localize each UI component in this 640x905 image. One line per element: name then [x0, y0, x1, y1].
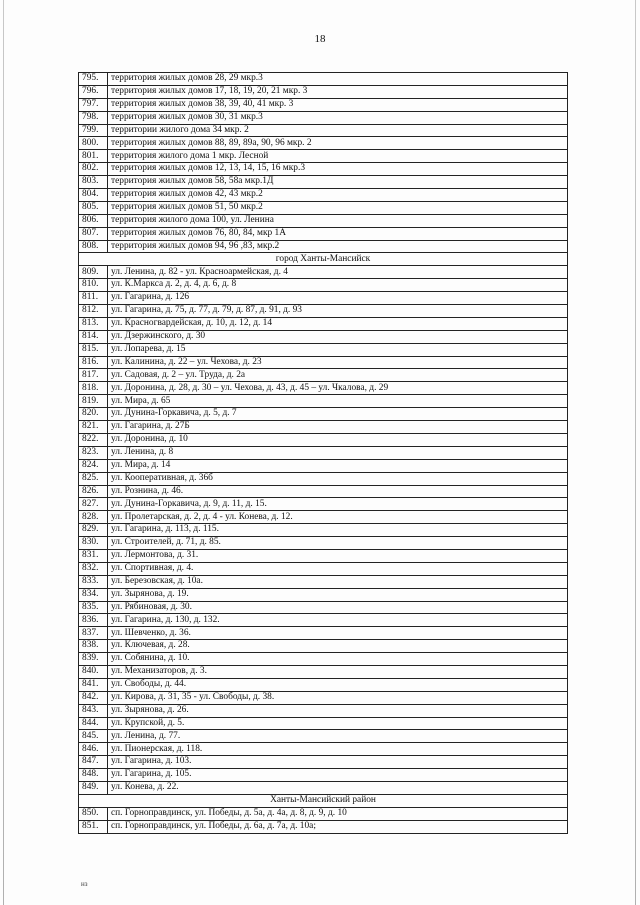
page-number: 18 [314, 33, 326, 45]
row-address: ул. Гагарина, д. 113, д. 115. [108, 524, 568, 537]
row-number: 805. [79, 201, 108, 214]
table-row [79, 85, 568, 98]
table-row [79, 369, 568, 382]
row-address: ул. Гагарина, д. 126 [108, 292, 568, 305]
table-row [79, 240, 568, 253]
row-address: территория жилых домов 28, 29 мкр.3 [108, 73, 568, 86]
table-row [79, 176, 568, 189]
table-row [79, 408, 568, 421]
row-address: территория жилых домов 38, 39, 40, 41 мкр. 3 [108, 98, 568, 111]
row-number: 850. [79, 807, 108, 820]
table-row [79, 820, 568, 833]
row-number: 812. [79, 305, 108, 318]
row-address: территория жилых домов 88, 89, 89а, 90, 96 мкр. 2 [108, 137, 568, 150]
table-row [79, 769, 568, 782]
table-row [79, 395, 568, 408]
table-row [79, 511, 568, 524]
row-number: 796. [79, 85, 108, 98]
row-number: 841. [79, 678, 108, 691]
table-row [79, 575, 568, 588]
row-number: 797. [79, 98, 108, 111]
row-number: 832. [79, 562, 108, 575]
row-number: 802. [79, 163, 108, 176]
row-address: ул. Дунина-Горкавича, д. 5, д. 7 [108, 408, 568, 421]
row-number: 817. [79, 369, 108, 382]
row-address: ул. Ключевая, д. 28. [108, 640, 568, 653]
address-table-body [79, 73, 568, 834]
table-row [79, 433, 568, 446]
row-number: 820. [79, 408, 108, 421]
footer-mark: нз [81, 880, 88, 888]
row-number: 800. [79, 137, 108, 150]
row-address: ул. Ленина, д. 8 [108, 446, 568, 459]
row-address: ул. Зырянова, д. 19. [108, 588, 568, 601]
table-row [79, 665, 568, 678]
row-address: ул. Доронина, д. 10 [108, 433, 568, 446]
table-row [79, 691, 568, 704]
scan-edge-left [3, 0, 4, 905]
table-row [79, 756, 568, 769]
row-number: 795. [79, 73, 108, 86]
row-address: территория жилых домов 76, 80, 84, мкр 1А [108, 227, 568, 240]
row-address: ул. Гагарина, д. 103. [108, 756, 568, 769]
section-header: Ханты-Мансийский район [79, 794, 568, 807]
table-row [79, 227, 568, 240]
table-row [79, 717, 568, 730]
table-row [79, 614, 568, 627]
row-address: ул. Кооперативная, д. 36б [108, 472, 568, 485]
row-number: 813. [79, 317, 108, 330]
row-number: 827. [79, 498, 108, 511]
table-row [79, 446, 568, 459]
row-number: 825. [79, 472, 108, 485]
row-address: ул. Ленина, д. 82 - ул. Красноармейская, д. 4 [108, 266, 568, 279]
row-address: ул. Пролетарская, д. 2, д. 4 - ул. Конева, д. 12. [108, 511, 568, 524]
table-row [79, 640, 568, 653]
row-address: территории жилого дома 34 мкр. 2 [108, 124, 568, 137]
row-number: 799. [79, 124, 108, 137]
table-row [79, 343, 568, 356]
row-address: территория жилых домов 42, 43 мкр.2 [108, 189, 568, 202]
table-row [79, 627, 568, 640]
row-number: 848. [79, 769, 108, 782]
table-row [79, 163, 568, 176]
row-address: ул. Зырянова, д. 26. [108, 704, 568, 717]
row-number: 840. [79, 665, 108, 678]
table-row [79, 189, 568, 202]
row-number: 830. [79, 537, 108, 550]
row-number: 809. [79, 266, 108, 279]
table-row [79, 98, 568, 111]
table-row [79, 201, 568, 214]
row-number: 851. [79, 820, 108, 833]
table-row [79, 150, 568, 163]
row-address: территория жилых домов 94, 96 ,83, мкр.2 [108, 240, 568, 253]
table-row [79, 653, 568, 666]
row-number: 834. [79, 588, 108, 601]
section-header-row [79, 253, 568, 266]
section-header-row [79, 794, 568, 807]
table-row [79, 485, 568, 498]
row-address: территория жилых домов 51, 50 мкр.2 [108, 201, 568, 214]
row-number: 804. [79, 189, 108, 202]
row-number: 826. [79, 485, 108, 498]
row-number: 824. [79, 459, 108, 472]
row-address: территория жилых домов 17, 18, 19, 20, 21 мкр. 3 [108, 85, 568, 98]
row-address: территория жилых домов 30, 31 мкр.3 [108, 111, 568, 124]
row-address: ул. Гагарина, д. 27Б [108, 421, 568, 434]
table-row [79, 807, 568, 820]
row-address: ул. Ленина, д. 77. [108, 730, 568, 743]
table-row [79, 472, 568, 485]
row-number: 803. [79, 176, 108, 189]
row-number: 822. [79, 433, 108, 446]
row-number: 829. [79, 524, 108, 537]
table-row [79, 562, 568, 575]
row-address: территория жилого дома 1 мкр. Лесной [108, 150, 568, 163]
row-address: сп. Горноправдинск, ул. Победы, д. 5а, д. 4а, д. 8, д. 9, д. 10 [108, 807, 568, 820]
row-address: ул. Конева, д. 22. [108, 781, 568, 794]
table-row [79, 678, 568, 691]
table-row [79, 601, 568, 614]
table-row [79, 498, 568, 511]
row-address: ул. Крупской, д. 5. [108, 717, 568, 730]
table-row [79, 730, 568, 743]
table-row [79, 382, 568, 395]
row-number: 815. [79, 343, 108, 356]
row-address: ул. Рознина, д. 46. [108, 485, 568, 498]
table-row [79, 549, 568, 562]
table-row [79, 292, 568, 305]
row-address: ул. Красногвардейская, д. 10, д. 12, д. 14 [108, 317, 568, 330]
table-row [79, 111, 568, 124]
row-address: ул. Строителей, д. 71, д. 85. [108, 537, 568, 550]
row-number: 807. [79, 227, 108, 240]
row-address: ул. Гагарина, д. 75, д. 77, д. 79, д. 87, д. 91, д. 93 [108, 305, 568, 318]
table-row [79, 279, 568, 292]
row-address: ул. Спортивная, д. 4. [108, 562, 568, 575]
row-address: ул. Лопарева, д. 15 [108, 343, 568, 356]
row-number: 828. [79, 511, 108, 524]
table-row [79, 73, 568, 86]
row-address: ул. Гагарина, д. 130, д. 132. [108, 614, 568, 627]
row-number: 808. [79, 240, 108, 253]
row-address: ул. Березовская, д. 10а. [108, 575, 568, 588]
table-row [79, 330, 568, 343]
row-address: ул. Рябиновая, д. 30. [108, 601, 568, 614]
row-number: 833. [79, 575, 108, 588]
table-row [79, 356, 568, 369]
row-number: 846. [79, 743, 108, 756]
row-address: ул. Шевченко, д. 36. [108, 627, 568, 640]
row-address: территория жилых домов 12, 13, 14, 15, 16 мкр.3 [108, 163, 568, 176]
row-number: 845. [79, 730, 108, 743]
table-row [79, 524, 568, 537]
row-number: 837. [79, 627, 108, 640]
table-row [79, 781, 568, 794]
row-number: 835. [79, 601, 108, 614]
row-address: ул. Механизаторов, д. 3. [108, 665, 568, 678]
table-row [79, 704, 568, 717]
row-address: ул. Свободы, д. 44. [108, 678, 568, 691]
row-address: ул. Собянина, д. 10. [108, 653, 568, 666]
row-number: 798. [79, 111, 108, 124]
row-number: 836. [79, 614, 108, 627]
scan-edge-right [635, 0, 636, 905]
row-number: 838. [79, 640, 108, 653]
row-address: ул. Дунина-Горкавича, д. 9, д. 11, д. 15. [108, 498, 568, 511]
row-number: 843. [79, 704, 108, 717]
row-address: ул. Мира, д. 14 [108, 459, 568, 472]
row-number: 810. [79, 279, 108, 292]
row-number: 816. [79, 356, 108, 369]
row-address: территория жилых домов 58, 58а мкр.1Д [108, 176, 568, 189]
row-number: 819. [79, 395, 108, 408]
table-row [79, 588, 568, 601]
row-address: ул. Дзержинского, д. 30 [108, 330, 568, 343]
table-row [79, 317, 568, 330]
row-number: 821. [79, 421, 108, 434]
row-address: территория жилого дома 100, ул. Ленина [108, 214, 568, 227]
row-number: 823. [79, 446, 108, 459]
section-header: город Ханты-Мансийск [79, 253, 568, 266]
row-number: 847. [79, 756, 108, 769]
row-address: ул. Пионерская, д. 118. [108, 743, 568, 756]
table-row [79, 459, 568, 472]
table-row [79, 421, 568, 434]
table-row [79, 124, 568, 137]
table-row [79, 537, 568, 550]
table-row [79, 137, 568, 150]
row-address: ул. К.Маркса д. 2, д. 4, д. 6, д. 8 [108, 279, 568, 292]
row-number: 818. [79, 382, 108, 395]
row-number: 831. [79, 549, 108, 562]
row-number: 849. [79, 781, 108, 794]
row-number: 839. [79, 653, 108, 666]
row-address: ул. Гагарина, д. 105. [108, 769, 568, 782]
row-address: ул. Доронина, д. 28, д. 30 – ул. Чехова, д. 43, д. 45 – ул. Чкалова, д. 29 [108, 382, 568, 395]
row-number: 801. [79, 150, 108, 163]
address-table [78, 72, 568, 834]
row-number: 842. [79, 691, 108, 704]
row-number: 844. [79, 717, 108, 730]
row-number: 814. [79, 330, 108, 343]
row-address: ул. Лермонтова, д. 31. [108, 549, 568, 562]
table-row [79, 266, 568, 279]
row-number: 806. [79, 214, 108, 227]
row-address: ул. Мира, д. 65 [108, 395, 568, 408]
row-address: ул. Кирова, д. 31, 35 - ул. Свободы, д. 38. [108, 691, 568, 704]
row-address: ул. Садовая, д. 2 – ул. Труда, д. 2а [108, 369, 568, 382]
table-row [79, 743, 568, 756]
table-row [79, 214, 568, 227]
row-number: 811. [79, 292, 108, 305]
table-row [79, 305, 568, 318]
row-address: ул. Калинина, д. 22 – ул. Чехова, д. 23 [108, 356, 568, 369]
row-address: сп. Горноправдинск, ул. Победы, д. 6а, д. 7а, д. 10а; [108, 820, 568, 833]
